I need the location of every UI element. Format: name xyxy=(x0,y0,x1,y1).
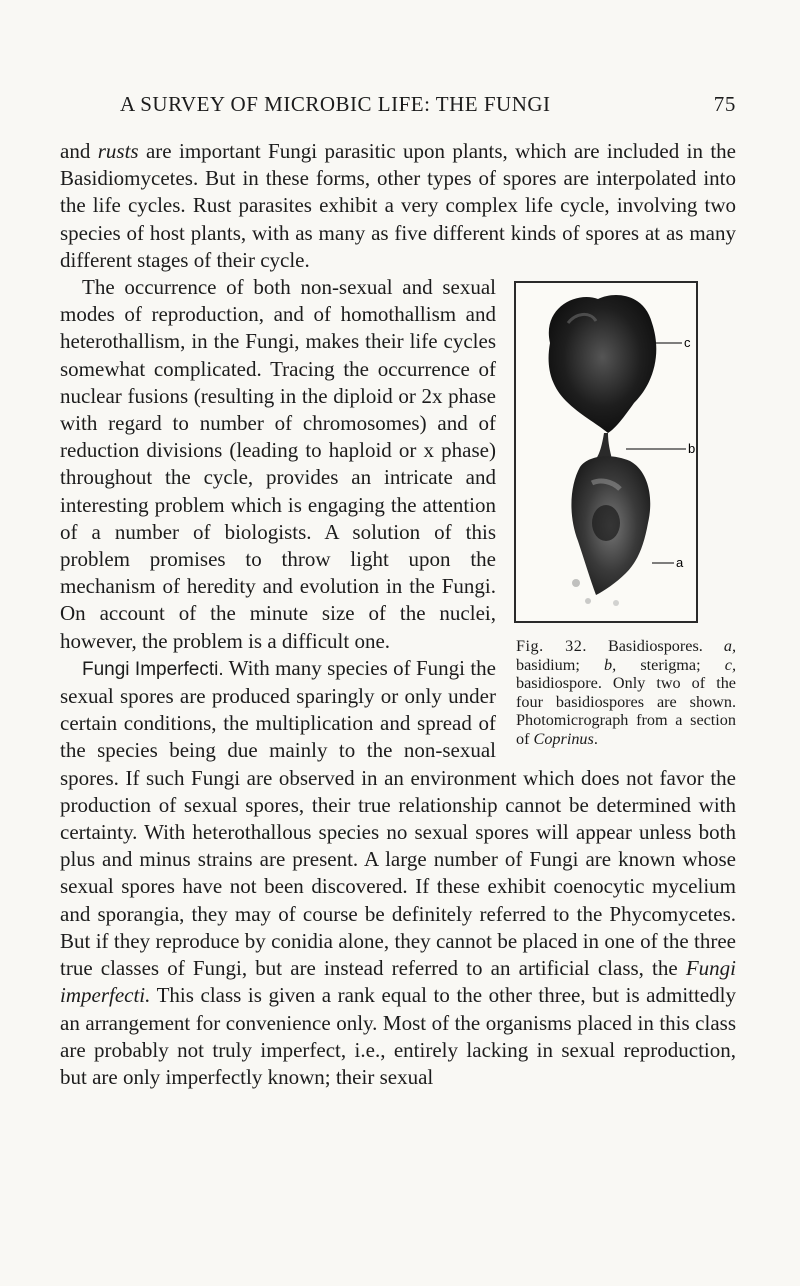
caption-text: . xyxy=(593,729,598,748)
paragraph-1 xyxy=(60,138,736,274)
label-a: a xyxy=(676,555,684,571)
caption-letter-a: a, xyxy=(723,637,736,656)
text-run: and xyxy=(60,139,98,163)
term-fungi-imperfecti: Fungi imperfecti. xyxy=(60,956,736,1008)
figure-32 xyxy=(510,281,736,749)
paragraph-2: The occurrence of both non-sexual and sexual modes of reproduction, and of homothallism and heterothallism, in the Fungi, makes their life cycles somewhat complicated. Tracing the occurrence of nuclear fusions (resulting in the diploid or 2x phase with regard to number of chromosomes) and of reduction divisions (leading to haploid or x phase) throughout the cycle, provides an intricate and interesting problem which is engaging the attention of a number of biologists. A solution of this problem promises to throw light upon the mechanism of heredity and evolution in the Fungi. On account of the minute size of the nuclei, however, the problem is a difficult one. xyxy=(60,275,496,653)
caption-text: basidium; xyxy=(516,655,605,674)
label-c: c xyxy=(684,335,691,351)
body-text xyxy=(60,138,736,1091)
page-number: 75 xyxy=(713,92,736,116)
basidiospore-photomicrograph xyxy=(516,283,696,621)
figure-number: Fig. 32. xyxy=(516,637,587,656)
figure-caption xyxy=(516,637,736,749)
sterigma-shape xyxy=(596,433,612,459)
section-heading: Fungi Imperfecti. xyxy=(82,658,224,680)
label-b: b xyxy=(688,441,696,457)
term-rusts: rusts xyxy=(97,139,139,163)
caption-text: basidiospore. Only two of the four basidiospores are shown. Photomicrograph from a section of xyxy=(516,674,736,748)
text-run: are important Fungi parasitic upon plants, which are included in the Basidiomycetes. But in these forms, other types of spores are interpolated into the life cycles. Rust parasites exhibit a very complex life cycle, involving two species of host plants, with as many as five different kinds of spores at as many different stages of their cycle. xyxy=(60,139,736,272)
caption-text: Basidiospores. xyxy=(586,637,724,656)
running-title: A SURVEY OF MICROBIC LIFE: THE FUNGI xyxy=(120,92,551,116)
text-run: With many species of Fungi the sexual spores are produced sparingly or only under certain conditions, the multiplication and spread of the species being due mainly to the non-sexual spores. If such Fungi are observed in an environment which does not favor the production of sexual spores, their true relationship cannot be determined with certainty. With heterothallous species no sexual spores will appear unless both plus and minus strains are present. A large number of Fungi are known whose sexual spores have not been discovered. If these exhibit coenocytic mycelium and sporangia, they may of course be definitely referred to the Phycomycetes. But if they reproduce by conidia alone, they cannot be placed in one of the three true classes of Fungi, but are instead referred to an artificial class, the xyxy=(60,655,736,981)
photomicrograph xyxy=(514,281,698,623)
running-header xyxy=(60,92,736,122)
caption-text: sterigma; xyxy=(616,655,725,674)
caption-letter-b: b, xyxy=(604,655,617,674)
caption-genus: Coprinus xyxy=(533,729,594,748)
text-run: This class is given a rank equal to the other three, but is admittedly an arrangement for convenience only. Most of the organisms placed in this class are probably not truly imperfect, i.e., entirely lacking in sexual reproduction, but are only imperfectly known; their sexual xyxy=(60,983,736,1089)
basidiospore-shape xyxy=(549,295,657,433)
caption-letter-c: c, xyxy=(724,655,736,674)
